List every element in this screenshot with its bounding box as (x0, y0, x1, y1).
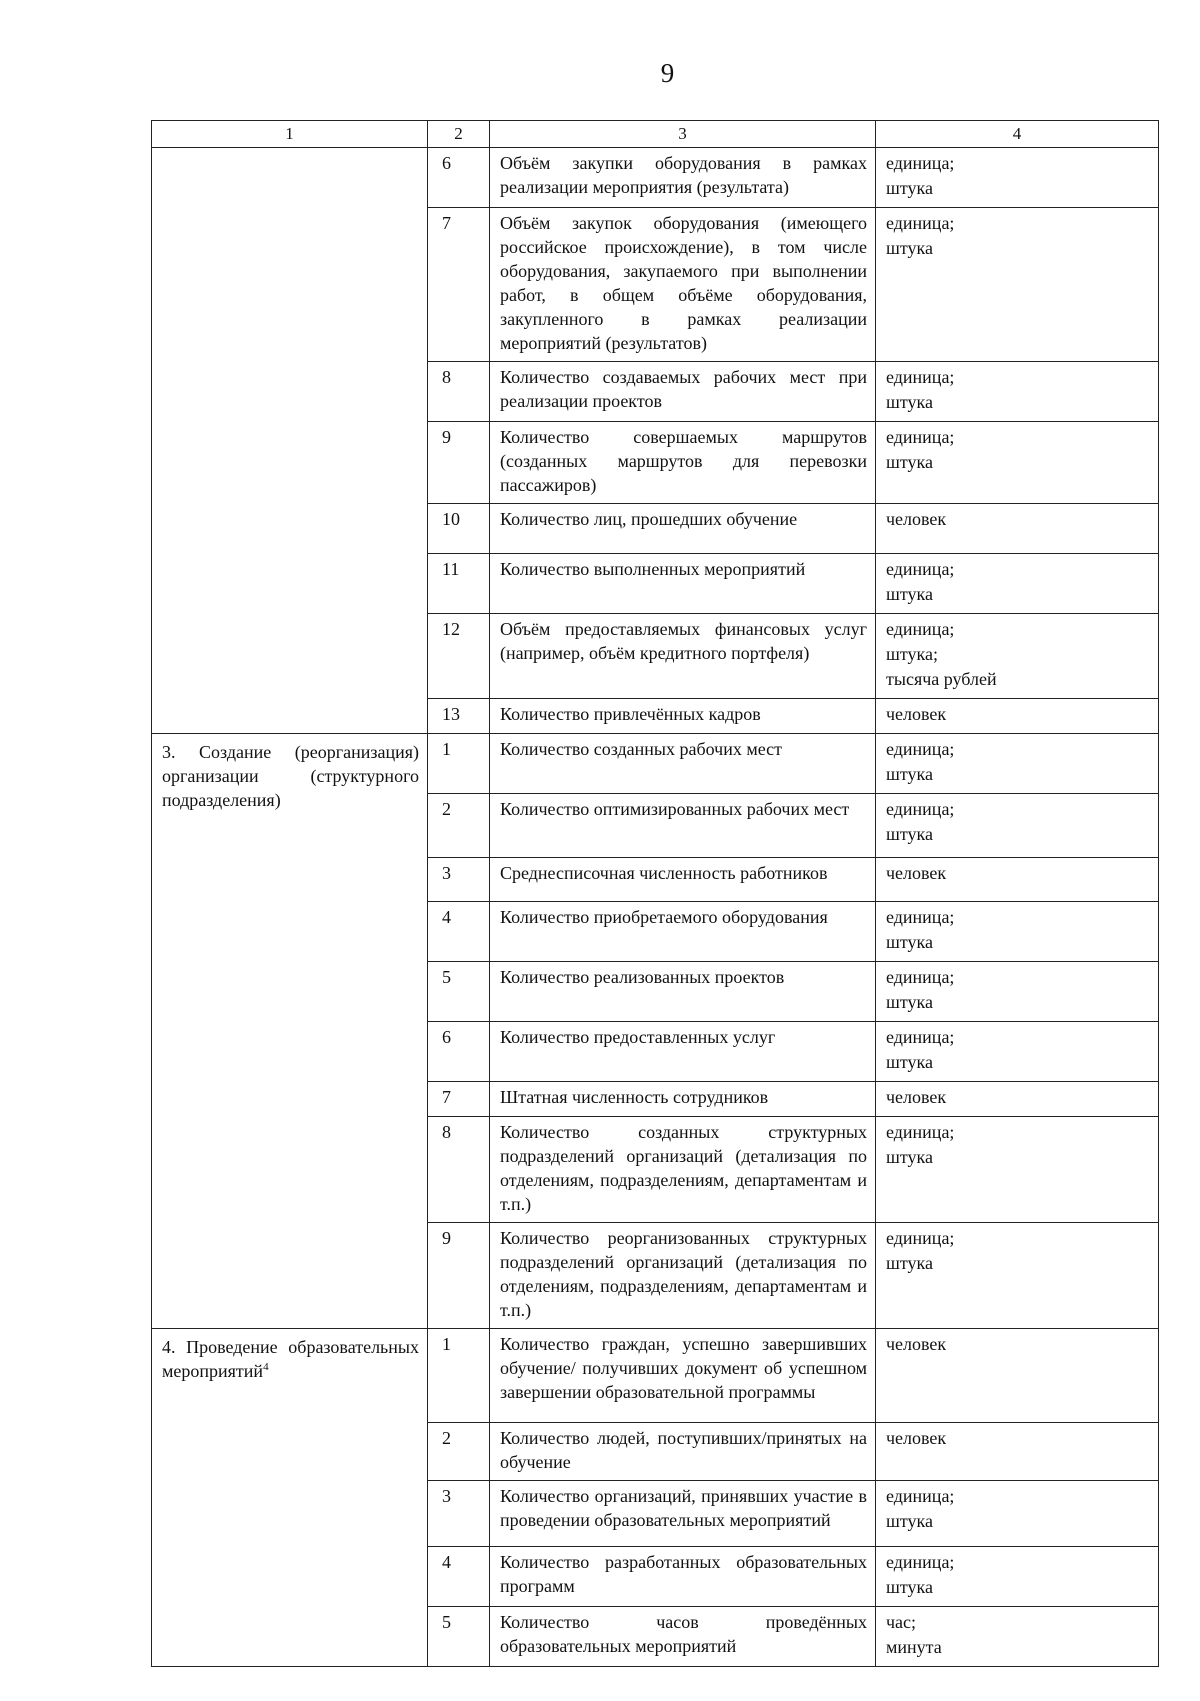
unit-of-measure: минута (886, 1637, 942, 1657)
unit-cell (876, 902, 1159, 962)
indicator-name: Количество реализованных проектов (490, 962, 876, 1022)
indicator-name: Количество организаций, принявших участие в проведении образовательных мероприятий (490, 1481, 876, 1547)
unit-cell (876, 734, 1159, 794)
unit-of-measure: единица; (886, 153, 955, 173)
indicator-name: Количество часов проведённых образовательных мероприятий (490, 1607, 876, 1667)
indicator-name: Количество совершаемых маршрутов (созданных маршрутов для перевозки пассажиров) (490, 422, 876, 504)
unit-of-measure: единица; (886, 619, 955, 639)
section-title-cell (152, 734, 428, 1329)
row-number: 8 (428, 1117, 490, 1223)
unit-cell (876, 1223, 1159, 1329)
unit-of-measure: человек (886, 1428, 947, 1448)
table-body (152, 148, 1159, 1667)
unit-cell (876, 1423, 1159, 1481)
indicator-name: Количество выполненных мероприятий (490, 554, 876, 614)
unit-of-measure: единица; (886, 967, 955, 987)
unit-of-measure: час; (886, 1612, 917, 1632)
indicator-name: Количество приобретаемого оборудования (490, 902, 876, 962)
indicator-name: Количество граждан, успешно завершивших обучение/ получивших документ об успешном завершении образовательной программы (490, 1329, 876, 1423)
unit-of-measure: единица; (886, 213, 955, 233)
column-header: 2 (428, 121, 490, 148)
row-number: 5 (428, 962, 490, 1022)
unit-cell (876, 1117, 1159, 1223)
row-number: 1 (428, 1329, 490, 1423)
unit-of-measure: человек (886, 863, 947, 883)
unit-of-measure: штука (886, 178, 933, 198)
unit-of-measure: человек (886, 1334, 947, 1354)
row-number: 10 (428, 504, 490, 554)
unit-cell (876, 1481, 1159, 1547)
row-number: 9 (428, 422, 490, 504)
section-title-cell (152, 148, 428, 734)
indicator-name: Штатная численность сотрудников (490, 1082, 876, 1117)
table-row (152, 734, 1159, 794)
unit-of-measure: штука; (886, 644, 938, 664)
unit-of-measure: единица; (886, 367, 955, 387)
indicator-name: Количество созданных структурных подразделений организаций (детализация по отделениям, подразделениям, департаментам и т.п.) (490, 1117, 876, 1223)
unit-of-measure: штука (886, 584, 933, 604)
unit-of-measure: единица; (886, 1228, 955, 1248)
indicator-name: Количество разработанных образовательных программ (490, 1547, 876, 1607)
indicator-name: Количество привлечённых кадров (490, 699, 876, 734)
indicator-name: Количество создаваемых рабочих мест при реализации проектов (490, 362, 876, 422)
unit-of-measure: единица; (886, 907, 955, 927)
table-header-row (152, 121, 1159, 148)
unit-cell (876, 148, 1159, 208)
unit-cell (876, 422, 1159, 504)
table-row (152, 1329, 1159, 1423)
unit-of-measure: единица; (886, 559, 955, 579)
unit-cell (876, 1547, 1159, 1607)
row-number: 13 (428, 699, 490, 734)
unit-of-measure: человек (886, 1087, 947, 1107)
section-title: 4. Проведение образовательных мероприятий (162, 1337, 419, 1381)
row-number: 8 (428, 362, 490, 422)
unit-of-measure: тысяча рублей (886, 669, 997, 689)
table-row (152, 148, 1159, 208)
unit-of-measure: штука (886, 1052, 933, 1072)
row-number: 3 (428, 858, 490, 902)
unit-of-measure: штука (886, 1147, 933, 1167)
unit-cell (876, 554, 1159, 614)
unit-of-measure: человек (886, 509, 947, 529)
page-number: 9 (660, 58, 675, 88)
row-number: 4 (428, 902, 490, 962)
unit-of-measure: штука (886, 1577, 933, 1597)
unit-cell (876, 794, 1159, 858)
indicator-name: Количество предоставленных услуг (490, 1022, 876, 1082)
indicator-name: Объём закупок оборудования (имеющего российское происхождение), в том числе оборудования, закупаемого при выполнении работ, в общем объёме оборудования, закупленного в рамках реализации мероприятий (результатов) (490, 208, 876, 362)
row-number: 7 (428, 208, 490, 362)
unit-of-measure: единица; (886, 1027, 955, 1047)
unit-cell (876, 962, 1159, 1022)
column-header: 3 (490, 121, 876, 148)
row-number: 4 (428, 1547, 490, 1607)
unit-cell (876, 1329, 1159, 1423)
indicator-name: Объём закупки оборудования в рамках реализации мероприятия (результата) (490, 148, 876, 208)
row-number: 7 (428, 1082, 490, 1117)
row-number: 1 (428, 734, 490, 794)
row-number: 9 (428, 1223, 490, 1329)
unit-of-measure: единица; (886, 1122, 955, 1142)
row-number: 2 (428, 794, 490, 858)
indicator-name: Объём предоставляемых финансовых услуг (например, объём кредитного портфеля) (490, 614, 876, 699)
row-number: 11 (428, 554, 490, 614)
unit-of-measure: штука (886, 992, 933, 1012)
column-header: 1 (152, 121, 428, 148)
row-number: 3 (428, 1481, 490, 1547)
indicator-name: Количество лиц, прошедших обучение (490, 504, 876, 554)
indicator-name: Количество оптимизированных рабочих мест (490, 794, 876, 858)
unit-of-measure: штука (886, 1253, 933, 1273)
section-title-cell (152, 1329, 428, 1667)
unit-cell (876, 362, 1159, 422)
indicator-name: Количество людей, поступивших/принятых на обучение (490, 1423, 876, 1481)
row-number: 2 (428, 1423, 490, 1481)
section-title: 3. Создание (реорганизация) организации (структурного подразделения) (162, 742, 419, 810)
indicators-table (151, 120, 1159, 1667)
row-number: 6 (428, 1022, 490, 1082)
row-number: 5 (428, 1607, 490, 1667)
unit-cell (876, 1607, 1159, 1667)
unit-of-measure: штука (886, 764, 933, 784)
footnote-marker: 4 (263, 1361, 269, 1373)
indicator-name: Количество реорганизованных структурных подразделений организаций (детализация по отделениям, подразделениям, департаментам и т.п.) (490, 1223, 876, 1329)
row-number: 6 (428, 148, 490, 208)
unit-of-measure: единица; (886, 799, 955, 819)
unit-of-measure: штука (886, 824, 933, 844)
unit-of-measure: штука (886, 1511, 933, 1531)
unit-of-measure: штука (886, 932, 933, 952)
unit-of-measure: штука (886, 238, 933, 258)
unit-of-measure: единица; (886, 1486, 955, 1506)
unit-of-measure: штука (886, 392, 933, 412)
unit-of-measure: единица; (886, 1552, 955, 1572)
unit-cell (876, 208, 1159, 362)
unit-of-measure: человек (886, 704, 947, 724)
unit-cell (876, 858, 1159, 902)
unit-cell (876, 1082, 1159, 1117)
unit-cell (876, 614, 1159, 699)
indicator-name: Среднесписочная численность работников (490, 858, 876, 902)
unit-cell (876, 699, 1159, 734)
unit-cell (876, 1022, 1159, 1082)
unit-cell (876, 504, 1159, 554)
unit-of-measure: штука (886, 452, 933, 472)
unit-of-measure: единица; (886, 739, 955, 759)
row-number: 12 (428, 614, 490, 699)
indicator-name: Количество созданных рабочих мест (490, 734, 876, 794)
column-header: 4 (876, 121, 1159, 148)
unit-of-measure: единица; (886, 427, 955, 447)
